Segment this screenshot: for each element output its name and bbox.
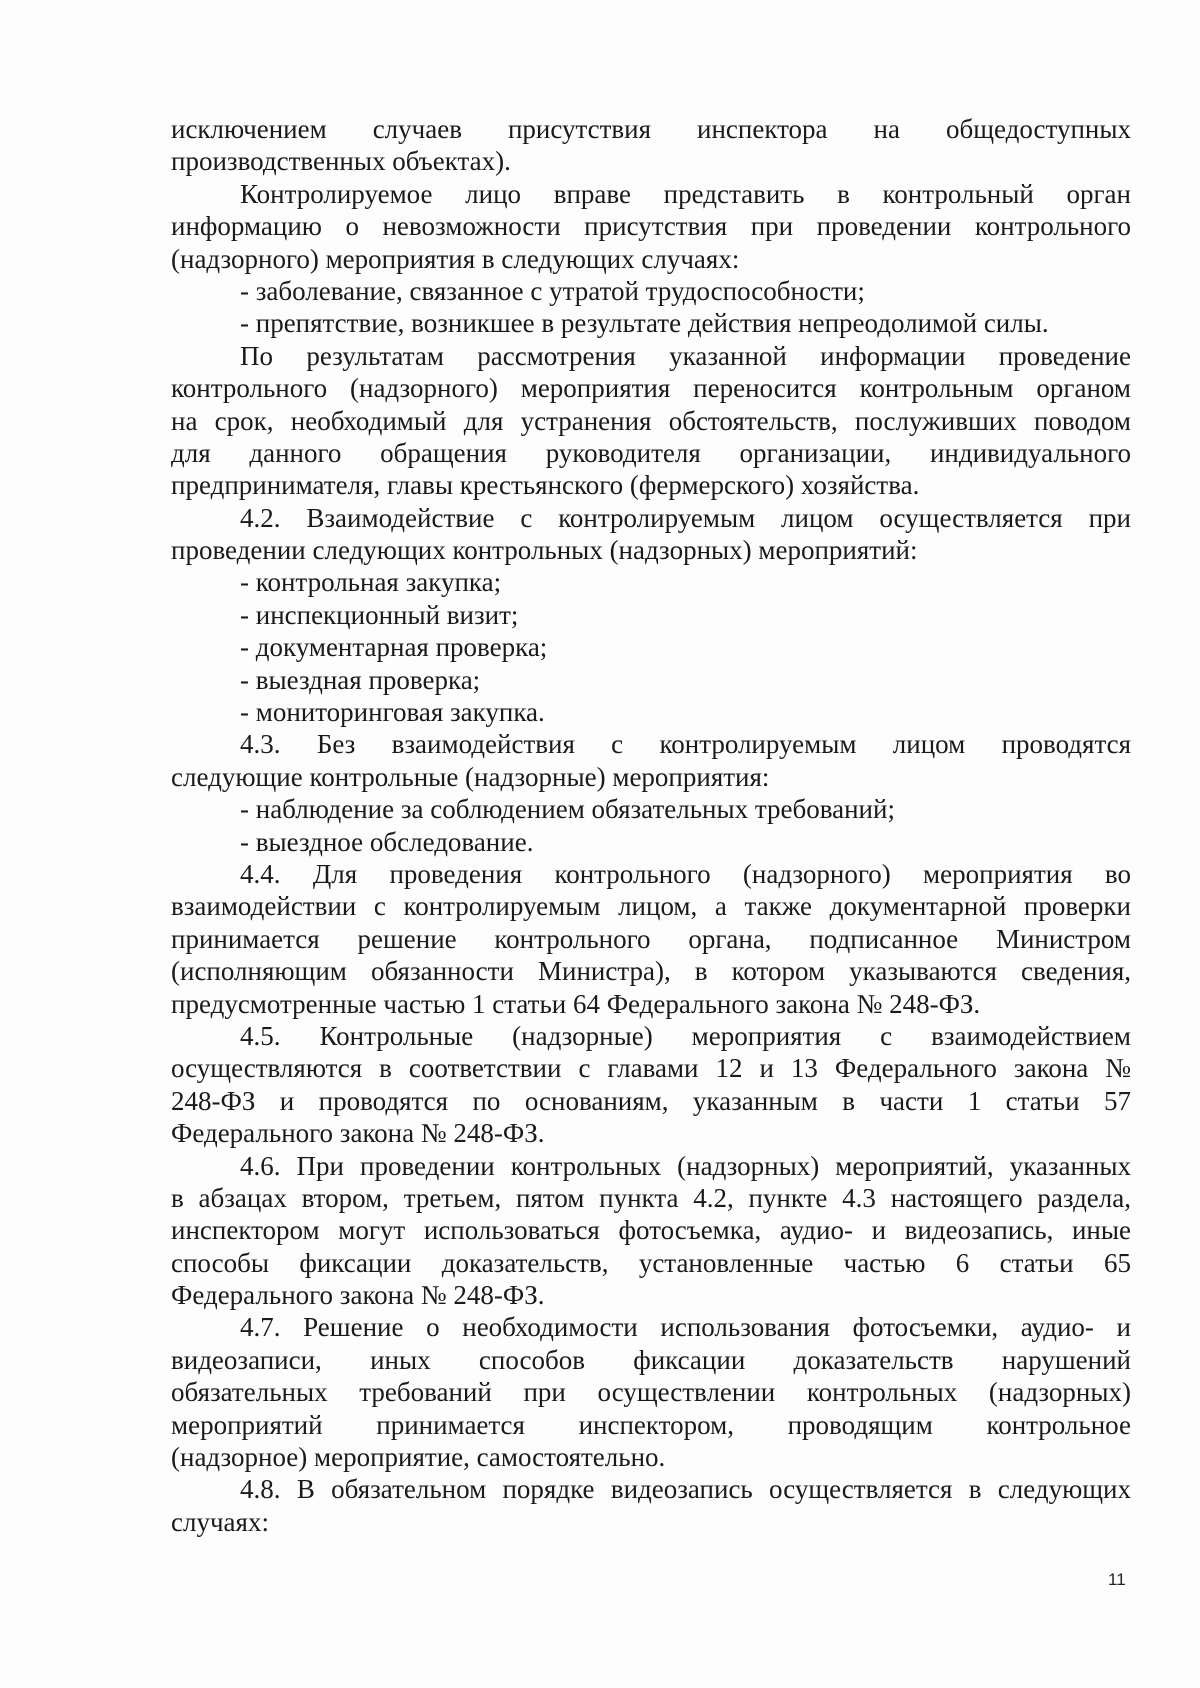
text-line: обязательных требований при осуществлении контрольных (надзорных) [171,1377,1131,1408]
paragraph-start: По результатам рассмотрения указанной информации проведение [240,340,1131,371]
list-item: - мониторинговая закупка. [240,697,545,728]
text-line: производственных объектах). [171,146,511,177]
paragraph-start: 4.8. В обязательном порядке видеозапись осуществляется в следующих [240,1474,1131,1505]
page-number: 11 [1108,1570,1126,1589]
text-line: Федерального закона № 248-ФЗ. [171,1118,545,1149]
text-line: принимается решение контрольного органа, подписанное Министром [171,923,1131,954]
paragraph-start: 4.5. Контрольные (надзорные) мероприятия с взаимодействием [240,1020,1131,1051]
list-item: - препятствие, возникшее в результате действия непреодолимой силы. [240,308,1049,339]
text-line: исключением случаев присутствия инспектора на общедоступных [171,114,1131,144]
text-line: для данного обращения руководителя организации, индивидуального [171,437,1131,468]
text-line: следующие контрольные (надзорные) мероприятия: [171,761,770,792]
text-line: случаях: [171,1506,269,1537]
paragraph-start: Контролируемое лицо вправе представить в контрольный орган [240,178,1131,209]
list-item: - выездная проверка; [240,664,481,695]
text-line: видеозаписи, иных способов фиксации доказательств нарушений [171,1344,1131,1375]
text-line: 248-ФЗ и проводятся по основаниям, указанным в части 1 статьи 57 [171,1085,1131,1116]
text-line: (надзорное) мероприятие, самостоятельно. [171,1442,666,1473]
document-body [171,113,1131,1538]
text-line: проведении следующих контрольных (надзорных) мероприятий: [171,535,918,566]
paragraph-start: 4.7. Решение о необходимости использования фотосъемки, аудио- и [240,1312,1131,1343]
text-line: предпринимателя, главы крестьянского (фермерского) хозяйства. [171,470,920,501]
text-line: Федерального закона № 248-ФЗ. [171,1280,545,1311]
text-line: информацию о невозможности присутствия при проведении контрольного [171,211,1131,242]
list-item: - документарная проверка; [240,632,548,663]
text-line: (надзорного) мероприятия в следующих случаях: [171,243,740,274]
paragraph-start: 4.6. При проведении контрольных (надзорных) мероприятий, указанных [240,1150,1131,1181]
text-line: предусмотренные частью 1 статьи 64 Федерального закона № 248-ФЗ. [171,988,981,1019]
list-item: - наблюдение за соблюдением обязательных требований; [240,794,895,825]
list-item: - инспекционный визит; [240,599,519,630]
list-item: - заболевание, связанное с утратой трудоспособности; [240,275,865,306]
text-line: осуществляются в соответствии с главами 12 и 13 Федерального закона № [171,1053,1131,1084]
text-line: взаимодействии с контролируемым лицом, а также документарной проверки [171,891,1131,922]
text-line: контрольного (надзорного) мероприятия переносится контрольным органом [171,373,1131,404]
paragraph-start: 4.3. Без взаимодействия с контролируемым лицом проводятся [240,729,1131,760]
list-item: - выездное обследование. [240,826,534,857]
text-line: способы фиксации доказательств, установленные частью 6 статьи 65 [171,1247,1131,1278]
list-item: - контрольная закупка; [240,567,502,598]
text-line: (исполняющим обязанности Министра), в котором указываются сведения, [171,956,1131,987]
text-line: инспектором могут использоваться фотосъемка, аудио- и видеозапись, иные [171,1215,1131,1246]
text-line: мероприятий принимается инспектором, проводящим контрольное [171,1409,1131,1440]
text-line: на срок, необходимый для устранения обстоятельств, послуживших поводом [171,405,1131,436]
paragraph-start: 4.4. Для проведения контрольного (надзорного) мероприятия во [240,858,1131,889]
text-line: в абзацах втором, третьем, пятом пункта 4.2, пункте 4.3 настоящего раздела, [171,1182,1131,1213]
paragraph-start: 4.2. Взаимодействие с контролируемым лицом осуществляется при [240,502,1131,533]
